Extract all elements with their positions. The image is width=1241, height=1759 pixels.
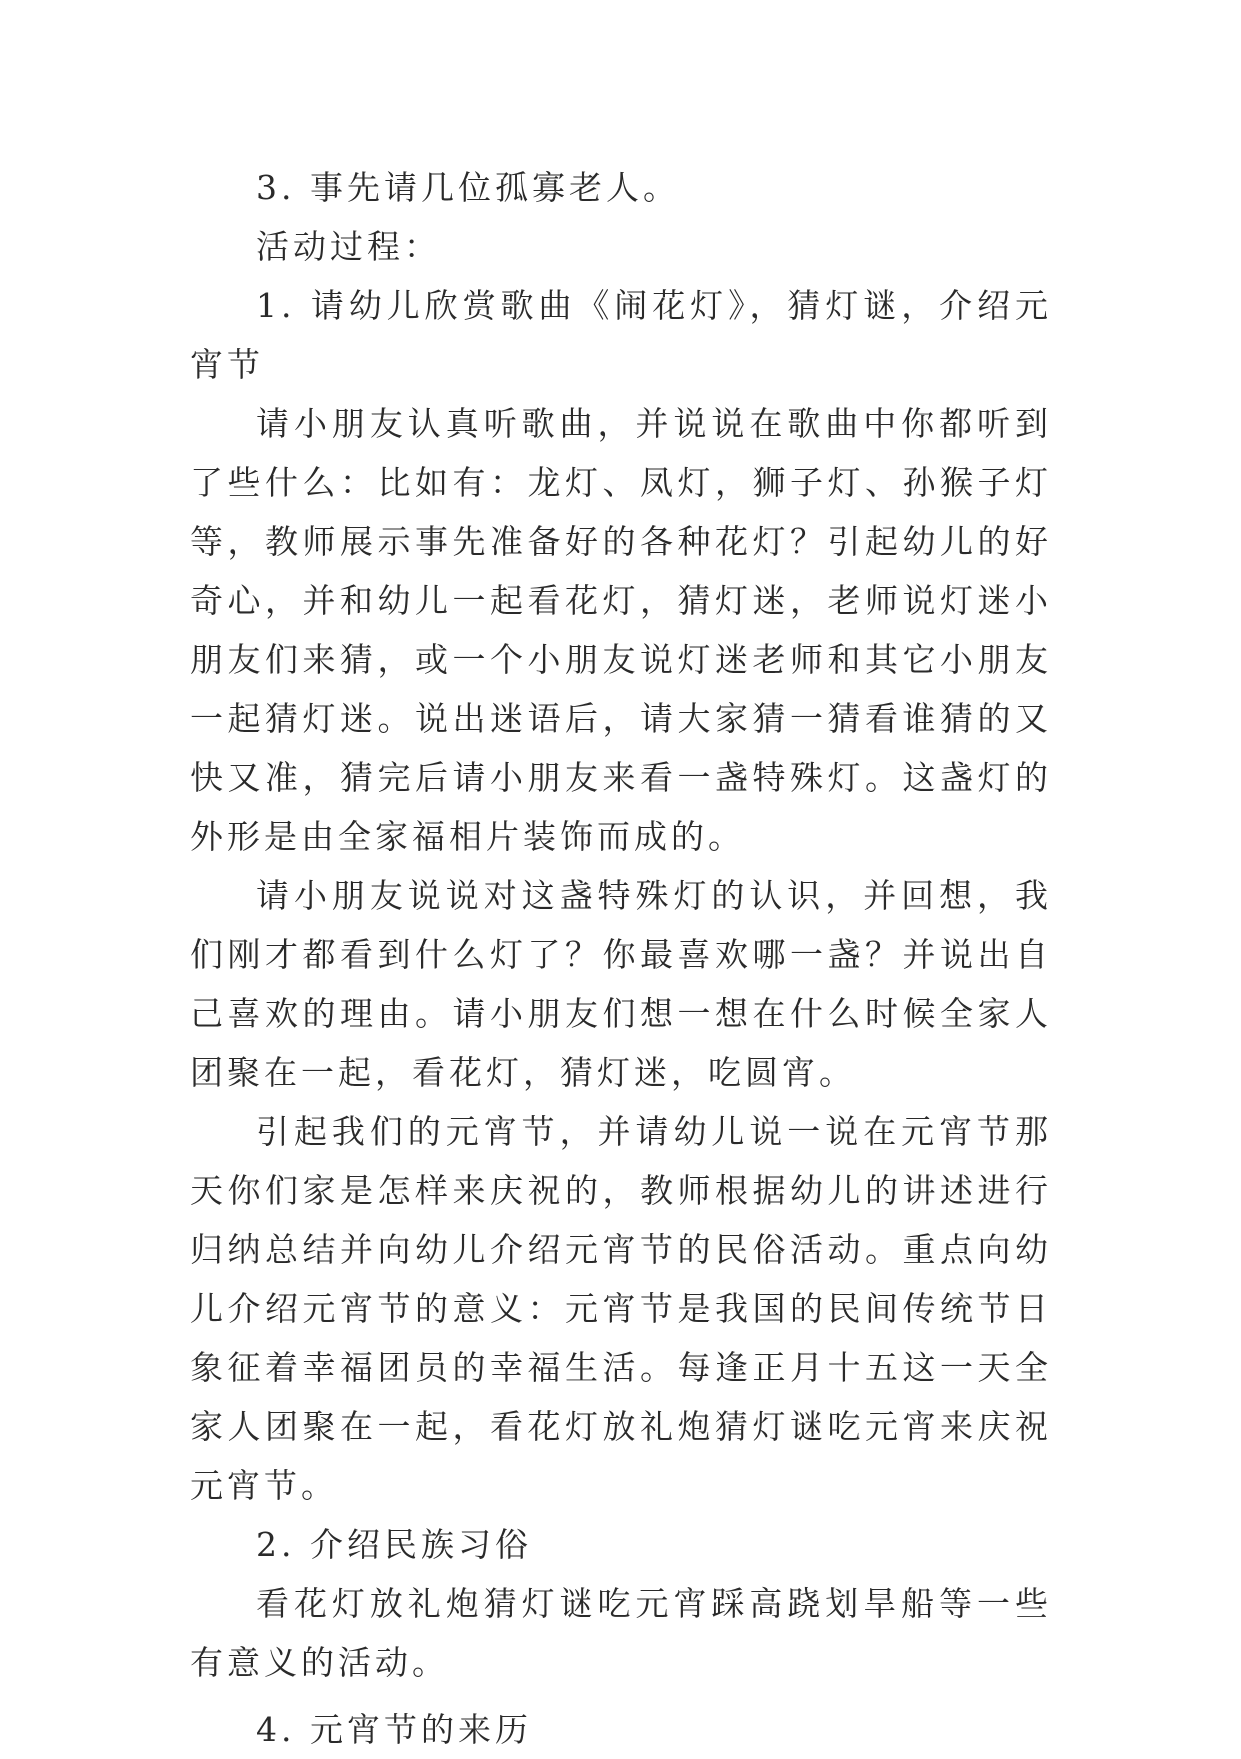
paragraph-lantern-festival-meaning: 引起我们的元宵节，并请幼儿说一说在元宵节那天你们家是怎样来庆祝的，教师根据幼儿的讲述进行归纳总结并向幼儿介绍元宵节的民俗活动。重点向幼儿介绍元宵节的意义：元宵节是我国的民间传统节日象征着幸福团员的幸福生活。每逢正月十五这一天全家人团聚在一起，看花灯放礼炮猜灯谜吃元宵来庆祝元宵节。 [190,1112,1052,1505]
paragraph-special-lantern: 请小朋友说说对这盏特殊灯的认识，并回想，我们刚才都看到什么灯了？你最喜欢哪一盏？并说出自己喜欢的理由。请小朋友们想一想在什么时候全家人团聚在一起，看花灯，猜灯迷，吃圆宵。 [190,876,1052,1092]
item-3-preparation: 3. 事先请几位孤寡老人。 [256,168,680,207]
document-body [190,158,1052,1759]
step-4-heading: 4. 元宵节的来历 [256,1710,532,1749]
step-2-heading: 2. 介绍民族习俗 [256,1525,532,1564]
section-heading-activity-process: 活动过程： [256,227,441,266]
step-1-heading: 1. 请幼儿欣赏歌曲《闹花灯》，猜灯谜，介绍元宵节 [190,286,1052,384]
paragraph-folk-customs: 看花灯放礼炮猜灯谜吃元宵踩高跷划旱船等一些有意义的活动。 [190,1584,1052,1682]
paragraph-listen-song: 请小朋友认真听歌曲，并说说在歌曲中你都听到了些什么：比如有：龙灯、凤灯，狮子灯、孙猴子灯等，教师展示事先准备好的各种花灯？引起幼儿的好奇心，并和幼儿一起看花灯，猜灯迷，老师说灯迷小朋友们来猜，或一个小朋友说灯迷老师和其它小朋友一起猜灯迷。说出迷语后，请大家猜一猜看谁猜的又快又准，猜完后请小朋友来看一盏特殊灯。这盏灯的外形是由全家福相片装饰而成的。 [190,404,1052,856]
